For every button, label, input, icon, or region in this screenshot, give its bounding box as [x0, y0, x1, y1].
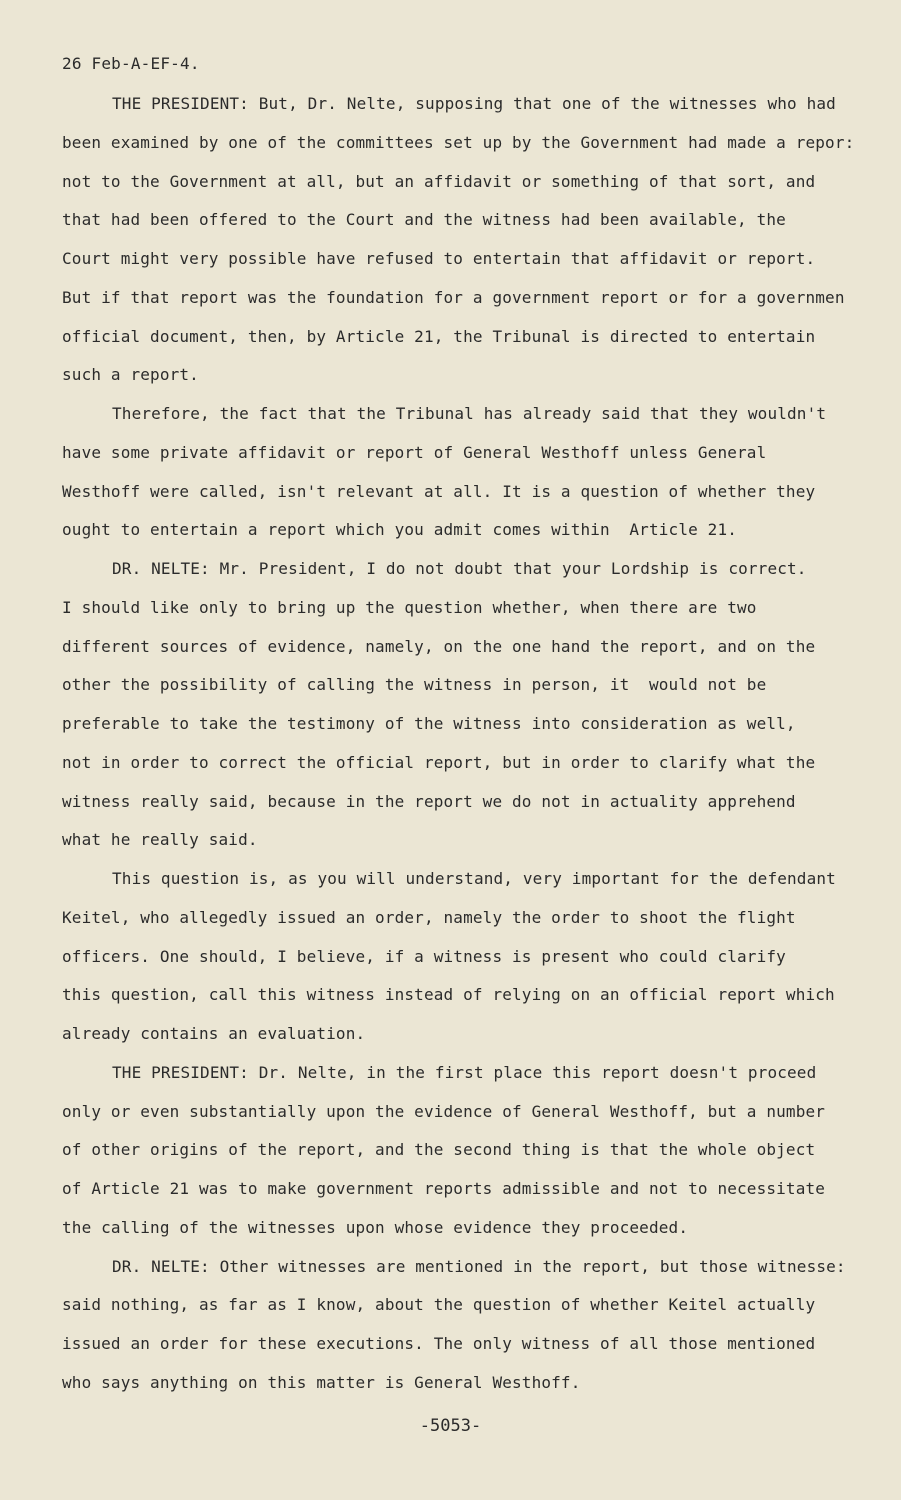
text-line: Therefore, the fact that the Tribunal has already said that they wouldn't — [112, 404, 827, 423]
text-line: the calling of the witnesses upon whose evidence they proceeded. — [62, 1217, 689, 1237]
text-line: preferable to take the testimony of the witness into consideration as well, — [62, 714, 796, 733]
text-line: been examined by one of the committees set up by the Government had made a repor: — [62, 132, 855, 152]
text-line: not to the Government at all, but an affidavit or something of that sort, and — [62, 171, 816, 191]
text-line: such a report. — [62, 365, 199, 385]
text-line: official document, then, by Article 21, the Tribunal is directed to entertain — [62, 326, 816, 346]
text-line: other the possibility of calling the witness in person, it would not be — [62, 675, 767, 695]
text-line: ought to entertain a report which you admit comes within Article 21. — [62, 520, 738, 540]
text-line: said nothing, as far as I know, about the question of whether Keitel actually — [62, 1295, 816, 1315]
text-line: have some private affidavit or report of General Westhoff unless General — [62, 442, 767, 462]
page-number: -5053- — [419, 1416, 482, 1436]
text-line: of other origins of the report, and the second thing is that the whole object — [62, 1140, 816, 1160]
text-line: Westhoff were called, isn't relevant at all. It is a question of whether they — [62, 481, 816, 501]
text-line: This question is, as you will understand, very important for the defendant — [112, 869, 836, 888]
text-line: who says anything on this matter is General Westhoff. — [62, 1372, 581, 1392]
text-line: Court might very possible have refused to entertain that affidavit or report. — [62, 249, 816, 268]
document-header: 26 Feb-A-EF-4. — [62, 54, 200, 73]
document-body — [62, 90, 882, 1408]
text-line: witness really said, because in the report we do not in actuality apprehend — [62, 791, 796, 811]
text-line: THE PRESIDENT: Dr. Nelte, in the first place this report doesn't proceed — [112, 1062, 817, 1082]
text-line: officers. One should, I believe, if a witness is present who could clarify — [62, 946, 786, 966]
text-line: I should like only to bring up the question whether, when there are two — [62, 597, 757, 617]
text-line: of Article 21 was to make government reports admissible and not to necessitate — [62, 1179, 826, 1198]
text-line: different sources of evidence, namely, on the one hand the report, and on the — [62, 636, 816, 656]
text-line: But if that report was the foundation for a government report or for a governmen — [62, 287, 845, 307]
text-line: DR. NELTE: Mr. President, I do not doubt that your Lordship is correct. — [112, 559, 807, 578]
text-line: that had been offered to the Court and the witness had been available, the — [62, 210, 786, 230]
text-line: what he really said. — [62, 830, 258, 850]
text-line: DR. NELTE: Other witnesses are mentioned in the report, but those witnesse: — [112, 1256, 846, 1276]
text-line: THE PRESIDENT: But, Dr. Nelte, supposing that one of the witnesses who had — [112, 94, 836, 113]
text-line: only or even substantially upon the evidence of General Westhoff, but a number — [62, 1101, 826, 1121]
text-line: issued an order for these executions. The only witness of all those mentioned — [62, 1334, 816, 1353]
text-line: Keitel, who allegedly issued an order, namely the order to shoot the flight — [62, 907, 796, 927]
text-line: not in order to correct the official report, but in order to clarify what the — [62, 752, 816, 772]
text-line: already contains an evaluation. — [62, 1024, 366, 1043]
text-line: this question, call this witness instead of relying on an official report which — [62, 985, 835, 1005]
